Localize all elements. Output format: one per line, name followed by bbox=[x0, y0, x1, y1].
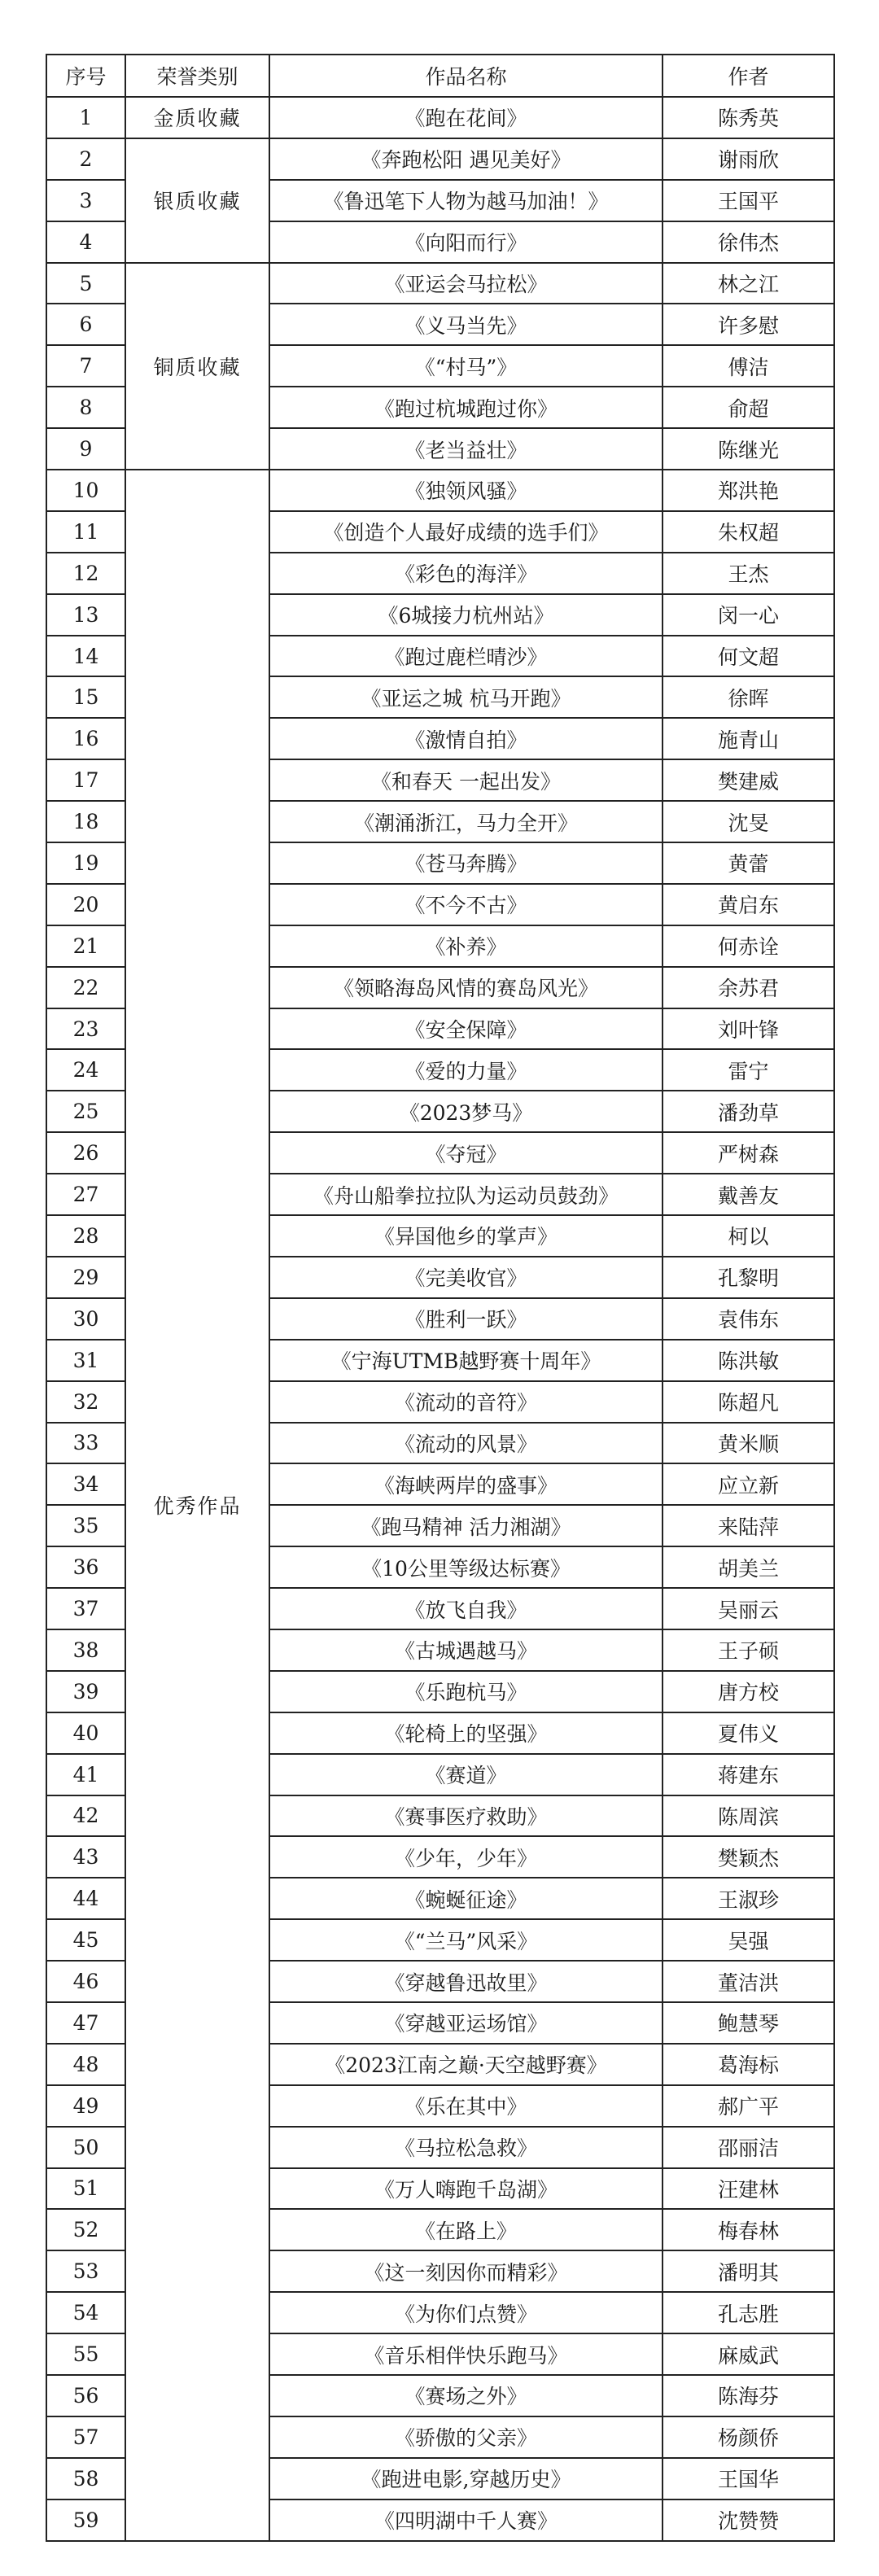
work-title: 《领略海岛风情的赛岛风光》 bbox=[269, 967, 663, 1008]
row-number: 26 bbox=[46, 1132, 125, 1174]
work-author: 汪建林 bbox=[663, 2168, 834, 2210]
work-author: 雷宁 bbox=[663, 1049, 834, 1091]
row-number: 50 bbox=[46, 2127, 125, 2168]
row-number: 11 bbox=[46, 511, 125, 553]
work-title: 《乐跑杭马》 bbox=[269, 1671, 663, 1712]
work-title: 《亚运之城 杭马开跑》 bbox=[269, 676, 663, 718]
row-number: 33 bbox=[46, 1423, 125, 1464]
row-number: 12 bbox=[46, 553, 125, 594]
row-number: 4 bbox=[46, 221, 125, 263]
row-number: 54 bbox=[46, 2292, 125, 2333]
row-number: 30 bbox=[46, 1298, 125, 1340]
work-author: 吴丽云 bbox=[663, 1588, 834, 1629]
work-author: 鲍慧琴 bbox=[663, 2002, 834, 2044]
work-author: 王国平 bbox=[663, 180, 834, 221]
row-number: 55 bbox=[46, 2333, 125, 2375]
row-number: 53 bbox=[46, 2250, 125, 2292]
work-author: 潘明其 bbox=[663, 2250, 834, 2292]
work-author: 柯以 bbox=[663, 1215, 834, 1257]
work-author: 何文超 bbox=[663, 636, 834, 677]
work-author: 戴善友 bbox=[663, 1174, 834, 1215]
work-title: 《向阳而行》 bbox=[269, 221, 663, 263]
work-title: 《古城遇越马》 bbox=[269, 1629, 663, 1671]
work-author: 郑洪艳 bbox=[663, 470, 834, 511]
work-author: 刘叶锋 bbox=[663, 1008, 834, 1050]
header-author: 作者 bbox=[663, 55, 834, 97]
row-number: 47 bbox=[46, 2002, 125, 2044]
work-author: 吴强 bbox=[663, 1919, 834, 1961]
work-title: 《激情自拍》 bbox=[269, 718, 663, 759]
honor-category: 铜质收藏 bbox=[125, 263, 269, 470]
work-author: 夏伟义 bbox=[663, 1712, 834, 1754]
work-title: 《流动的音符》 bbox=[269, 1381, 663, 1423]
row-number: 16 bbox=[46, 718, 125, 759]
row-number: 43 bbox=[46, 1836, 125, 1878]
work-title: 《跑进电影,穿越历史》 bbox=[269, 2458, 663, 2499]
work-author: 来陆萍 bbox=[663, 1505, 834, 1546]
row-number: 3 bbox=[46, 180, 125, 221]
row-number: 20 bbox=[46, 884, 125, 925]
work-title: 《马拉松急救》 bbox=[269, 2127, 663, 2168]
work-author: 施青山 bbox=[663, 718, 834, 759]
work-author: 袁伟东 bbox=[663, 1298, 834, 1340]
row-number: 19 bbox=[46, 842, 125, 884]
work-title: 《音乐相伴快乐跑马》 bbox=[269, 2333, 663, 2375]
work-title: 《赛场之外》 bbox=[269, 2375, 663, 2416]
row-number: 18 bbox=[46, 801, 125, 842]
work-title: 《放飞自我》 bbox=[269, 1588, 663, 1629]
work-title: 《2023梦马》 bbox=[269, 1091, 663, 1132]
row-number: 2 bbox=[46, 138, 125, 180]
work-title: 《跑在花间》 bbox=[269, 97, 663, 138]
row-number: 14 bbox=[46, 636, 125, 677]
work-author: 孔志胜 bbox=[663, 2292, 834, 2333]
table-body bbox=[46, 97, 834, 2541]
work-author: 王子硕 bbox=[663, 1629, 834, 1671]
work-author: 何赤诠 bbox=[663, 925, 834, 967]
work-author: 蒋建东 bbox=[663, 1754, 834, 1795]
work-author: 陈海芬 bbox=[663, 2375, 834, 2416]
work-title: 《赛事医疗救助》 bbox=[269, 1795, 663, 1837]
table-row bbox=[46, 263, 834, 304]
work-author: 朱权超 bbox=[663, 511, 834, 553]
work-title: 《跑过鹿栏晴沙》 bbox=[269, 636, 663, 677]
work-title: 《穿越鲁迅故里》 bbox=[269, 1961, 663, 2002]
work-title: 《乐在其中》 bbox=[269, 2085, 663, 2127]
row-number: 23 bbox=[46, 1008, 125, 1050]
work-title: 《6城接力杭州站》 bbox=[269, 594, 663, 636]
work-author: 谢雨欣 bbox=[663, 138, 834, 180]
work-title: 《赛道》 bbox=[269, 1754, 663, 1795]
work-author: 胡美兰 bbox=[663, 1546, 834, 1588]
row-number: 51 bbox=[46, 2168, 125, 2210]
row-number: 44 bbox=[46, 1878, 125, 1919]
row-number: 48 bbox=[46, 2044, 125, 2085]
work-title: 《流动的风景》 bbox=[269, 1423, 663, 1464]
work-author: 徐伟杰 bbox=[663, 221, 834, 263]
work-author: 沈旻 bbox=[663, 801, 834, 842]
row-number: 9 bbox=[46, 428, 125, 470]
work-title: 《老当益壮》 bbox=[269, 428, 663, 470]
work-title: 《舟山船拳拉拉队为运动员鼓劲》 bbox=[269, 1174, 663, 1215]
row-number: 13 bbox=[46, 594, 125, 636]
work-author: 邵丽洁 bbox=[663, 2127, 834, 2168]
work-author: 许多慰 bbox=[663, 304, 834, 345]
row-number: 59 bbox=[46, 2499, 125, 2541]
row-number: 21 bbox=[46, 925, 125, 967]
work-title: 《彩色的海洋》 bbox=[269, 553, 663, 594]
work-author: 黄米顺 bbox=[663, 1423, 834, 1464]
work-title: 《夺冠》 bbox=[269, 1132, 663, 1174]
awards-table bbox=[46, 54, 835, 2542]
work-title: 《亚运会马拉松》 bbox=[269, 263, 663, 304]
work-author: 余苏君 bbox=[663, 967, 834, 1008]
work-author: 郝广平 bbox=[663, 2085, 834, 2127]
header-row bbox=[46, 55, 834, 97]
work-author: 杨颜侨 bbox=[663, 2416, 834, 2458]
work-author: 黄蕾 bbox=[663, 842, 834, 884]
row-number: 6 bbox=[46, 304, 125, 345]
work-author: 陈超凡 bbox=[663, 1381, 834, 1423]
work-author: 陈洪敏 bbox=[663, 1340, 834, 1381]
work-author: 梅春林 bbox=[663, 2209, 834, 2250]
work-title: 《少年，少年》 bbox=[269, 1836, 663, 1878]
work-title: 《跑马精神 活力湘湖》 bbox=[269, 1505, 663, 1546]
work-title: 《“兰马”风采》 bbox=[269, 1919, 663, 1961]
work-title: 《和春天 一起出发》 bbox=[269, 759, 663, 801]
work-title: 《这一刻因你而精彩》 bbox=[269, 2250, 663, 2292]
work-title: 《爱的力量》 bbox=[269, 1049, 663, 1091]
work-title: 《补养》 bbox=[269, 925, 663, 967]
work-title: 《万人嗨跑千岛湖》 bbox=[269, 2168, 663, 2210]
work-author: 陈继光 bbox=[663, 428, 834, 470]
row-number: 15 bbox=[46, 676, 125, 718]
work-title: 《义马当先》 bbox=[269, 304, 663, 345]
work-author: 王国华 bbox=[663, 2458, 834, 2499]
row-number: 56 bbox=[46, 2375, 125, 2416]
row-number: 29 bbox=[46, 1257, 125, 1298]
honor-category: 金质收藏 bbox=[125, 97, 269, 138]
row-number: 38 bbox=[46, 1629, 125, 1671]
work-author: 林之江 bbox=[663, 263, 834, 304]
work-title: 《鲁迅笔下人物为越马加油！》 bbox=[269, 180, 663, 221]
row-number: 7 bbox=[46, 345, 125, 387]
work-author: 闵一心 bbox=[663, 594, 834, 636]
row-number: 46 bbox=[46, 1961, 125, 2002]
row-number: 34 bbox=[46, 1463, 125, 1505]
row-number: 31 bbox=[46, 1340, 125, 1381]
work-author: 董洁洪 bbox=[663, 1961, 834, 2002]
work-title: 《不今不古》 bbox=[269, 884, 663, 925]
row-number: 5 bbox=[46, 263, 125, 304]
row-number: 58 bbox=[46, 2458, 125, 2499]
table-row bbox=[46, 97, 834, 138]
row-number: 45 bbox=[46, 1919, 125, 1961]
work-title: 《10公里等级达标赛》 bbox=[269, 1546, 663, 1588]
row-number: 41 bbox=[46, 1754, 125, 1795]
work-title: 《在路上》 bbox=[269, 2209, 663, 2250]
row-number: 36 bbox=[46, 1546, 125, 1588]
work-title: 《创造个人最好成绩的选手们》 bbox=[269, 511, 663, 553]
row-number: 40 bbox=[46, 1712, 125, 1754]
work-title: 《独领风骚》 bbox=[269, 470, 663, 511]
header-title: 作品名称 bbox=[269, 55, 663, 97]
work-title: 《骄傲的父亲》 bbox=[269, 2416, 663, 2458]
work-title: 《奔跑松阳 遇见美好》 bbox=[269, 138, 663, 180]
work-author: 黄启东 bbox=[663, 884, 834, 925]
work-title: 《胜利一跃》 bbox=[269, 1298, 663, 1340]
work-author: 潘劲草 bbox=[663, 1091, 834, 1132]
work-author: 樊建威 bbox=[663, 759, 834, 801]
header-no: 序号 bbox=[46, 55, 125, 97]
work-title: 《苍马奔腾》 bbox=[269, 842, 663, 884]
work-author: 孔黎明 bbox=[663, 1257, 834, 1298]
work-title: 《异国他乡的掌声》 bbox=[269, 1215, 663, 1257]
work-title: 《跑过杭城跑过你》 bbox=[269, 387, 663, 428]
table-row bbox=[46, 470, 834, 511]
work-title: 《四明湖中千人赛》 bbox=[269, 2499, 663, 2541]
work-author: 麻威武 bbox=[663, 2333, 834, 2375]
work-title: 《轮椅上的坚强》 bbox=[269, 1712, 663, 1754]
row-number: 39 bbox=[46, 1671, 125, 1712]
row-number: 27 bbox=[46, 1174, 125, 1215]
row-number: 10 bbox=[46, 470, 125, 511]
work-title: 《蜿蜒征途》 bbox=[269, 1878, 663, 1919]
work-author: 沈赞赞 bbox=[663, 2499, 834, 2541]
row-number: 32 bbox=[46, 1381, 125, 1423]
row-number: 8 bbox=[46, 387, 125, 428]
header-category: 荣誉类别 bbox=[125, 55, 269, 97]
work-title: 《海峡两岸的盛事》 bbox=[269, 1463, 663, 1505]
work-author: 王杰 bbox=[663, 553, 834, 594]
row-number: 49 bbox=[46, 2085, 125, 2127]
work-author: 应立新 bbox=[663, 1463, 834, 1505]
work-title: 《穿越亚运场馆》 bbox=[269, 2002, 663, 2044]
row-number: 17 bbox=[46, 759, 125, 801]
honor-category: 优秀作品 bbox=[125, 470, 269, 2541]
row-number: 35 bbox=[46, 1505, 125, 1546]
work-author: 傅洁 bbox=[663, 345, 834, 387]
work-author: 王淑珍 bbox=[663, 1878, 834, 1919]
work-title: 《安全保障》 bbox=[269, 1008, 663, 1050]
work-author: 严树森 bbox=[663, 1132, 834, 1174]
work-title: 《宁海UTMB越野赛十周年》 bbox=[269, 1340, 663, 1381]
row-number: 25 bbox=[46, 1091, 125, 1132]
row-number: 1 bbox=[46, 97, 125, 138]
work-title: 《“村马”》 bbox=[269, 345, 663, 387]
work-author: 陈周滨 bbox=[663, 1795, 834, 1837]
work-title: 《为你们点赞》 bbox=[269, 2292, 663, 2333]
row-number: 52 bbox=[46, 2209, 125, 2250]
row-number: 22 bbox=[46, 967, 125, 1008]
work-author: 葛海标 bbox=[663, 2044, 834, 2085]
work-author: 樊颖杰 bbox=[663, 1836, 834, 1878]
work-title: 《2023江南之巅·天空越野赛》 bbox=[269, 2044, 663, 2085]
honor-category: 银质收藏 bbox=[125, 138, 269, 263]
row-number: 24 bbox=[46, 1049, 125, 1091]
work-author: 俞超 bbox=[663, 387, 834, 428]
row-number: 42 bbox=[46, 1795, 125, 1837]
work-title: 《完美收官》 bbox=[269, 1257, 663, 1298]
work-author: 唐方校 bbox=[663, 1671, 834, 1712]
work-title: 《潮涌浙江，马力全开》 bbox=[269, 801, 663, 842]
work-author: 徐晖 bbox=[663, 676, 834, 718]
row-number: 28 bbox=[46, 1215, 125, 1257]
work-author: 陈秀英 bbox=[663, 97, 834, 138]
row-number: 37 bbox=[46, 1588, 125, 1629]
row-number: 57 bbox=[46, 2416, 125, 2458]
table-row bbox=[46, 138, 834, 180]
